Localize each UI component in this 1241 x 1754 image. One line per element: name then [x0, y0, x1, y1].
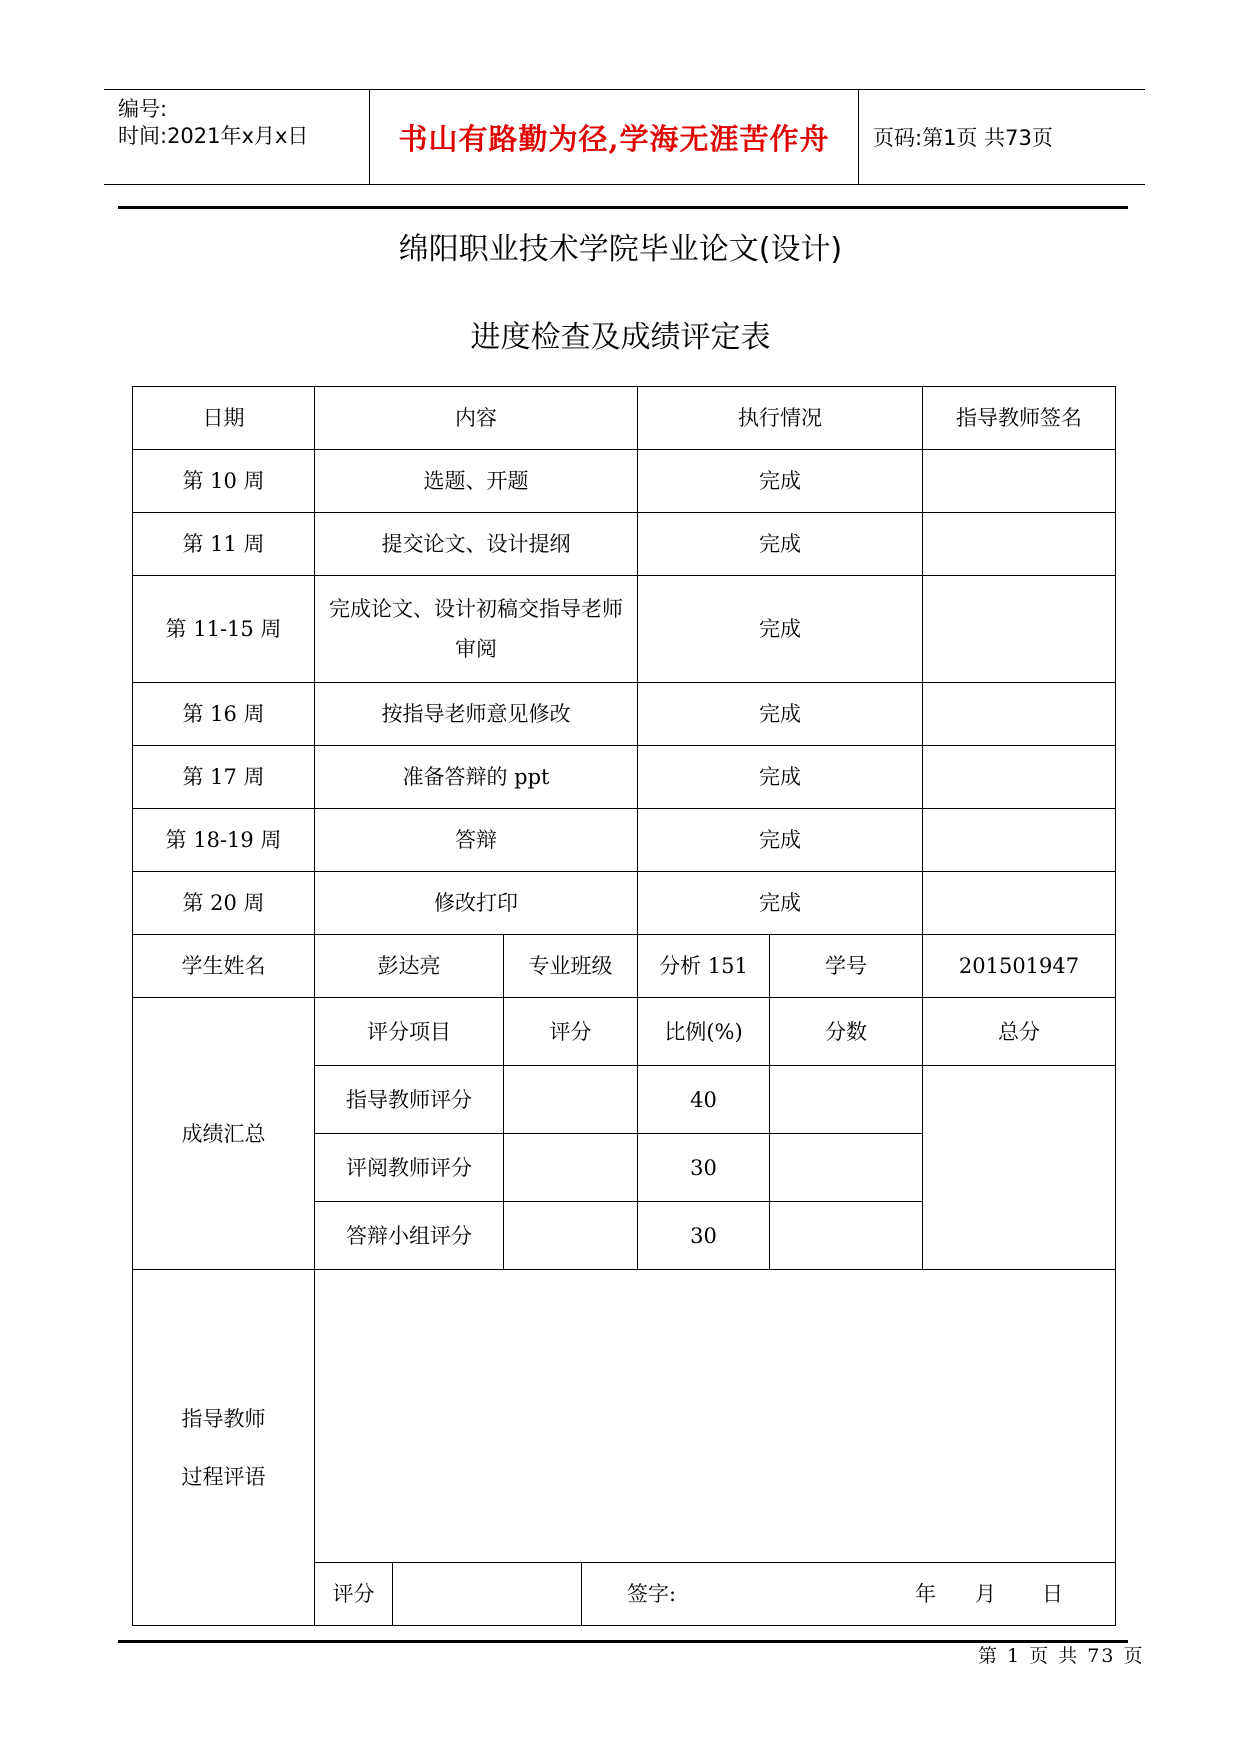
comments-sign-label: 签字:	[627, 1582, 677, 1606]
comments-score-label: 评分	[315, 1563, 393, 1625]
page-footer: 第 1 页 共 73 页	[978, 1645, 1145, 1667]
score-ratio: 40	[638, 1066, 770, 1134]
progress-date: 第 10 周	[133, 450, 315, 513]
progress-date: 第 18-19 周	[133, 809, 315, 872]
progress-status: 完成	[638, 872, 923, 935]
student-class: 分析 151	[638, 935, 770, 998]
score-ratio: 30	[638, 1134, 770, 1202]
score-ratio-header: 比例(%)	[638, 998, 770, 1066]
progress-status: 完成	[638, 746, 923, 809]
progress-status: 完成	[638, 809, 923, 872]
progress-row	[133, 576, 1116, 683]
progress-content: 答辩	[315, 809, 638, 872]
score-grade-header: 评分	[504, 998, 638, 1066]
progress-content: 选题、开题	[315, 450, 638, 513]
progress-row	[133, 809, 1116, 872]
score-points	[770, 1066, 923, 1134]
comments-label-line: 指导教师	[181, 1406, 266, 1431]
progress-status: 完成	[638, 576, 923, 683]
evaluation-table	[132, 386, 1116, 1626]
page-header	[104, 89, 1145, 185]
header-motto: 书山有路勤为径,学海无涯苦作舟	[369, 90, 859, 184]
col-content-header: 内容	[315, 387, 638, 450]
progress-content	[315, 576, 638, 683]
score-total	[923, 1066, 1116, 1270]
progress-content: 修改打印	[315, 872, 638, 935]
score-item: 指导教师评分	[315, 1066, 504, 1134]
comments-row	[133, 1270, 1116, 1626]
student-id-label: 学号	[770, 935, 923, 998]
col-signature-header: 指导教师签名	[923, 387, 1116, 450]
progress-date: 第 17 周	[133, 746, 315, 809]
score-points	[770, 1134, 923, 1202]
progress-date: 第 16 周	[133, 683, 315, 746]
progress-header-row	[133, 387, 1116, 450]
document-title: 绵阳职业技术学院毕业论文(设计)	[398, 232, 843, 267]
comments-area[interactable]	[315, 1270, 1116, 1626]
header-page-info: 页码:第1页 共73页	[873, 126, 1053, 150]
time-label: 时间:2021年x月x日	[118, 124, 309, 148]
comments-year-label: 年	[915, 1582, 936, 1606]
comments-month-label: 月	[975, 1582, 996, 1606]
progress-signature	[923, 683, 1116, 746]
score-item-header: 评分项目	[315, 998, 504, 1066]
student-name-label: 学生姓名	[133, 935, 315, 998]
student-class-label: 专业班级	[504, 935, 638, 998]
score-ratio: 30	[638, 1202, 770, 1270]
progress-status: 完成	[638, 450, 923, 513]
comments-footer	[315, 1562, 1115, 1625]
progress-status: 完成	[638, 683, 923, 746]
student-info-row	[133, 935, 1116, 998]
progress-status: 完成	[638, 513, 923, 576]
comments-label-line: 过程评语	[181, 1464, 266, 1489]
score-total-header: 总分	[923, 998, 1116, 1066]
student-id: 201501947	[923, 935, 1116, 998]
progress-content: 提交论文、设计提纲	[315, 513, 638, 576]
col-date-header: 日期	[133, 387, 315, 450]
top-rule	[118, 206, 1128, 209]
progress-row	[133, 683, 1116, 746]
progress-signature	[923, 576, 1116, 683]
progress-content: 按指导老师意见修改	[315, 683, 638, 746]
score-points-header: 分数	[770, 998, 923, 1066]
document-subtitle: 进度检查及成绩评定表	[470, 320, 771, 355]
score-grade	[504, 1202, 638, 1270]
progress-date: 第 11-15 周	[133, 576, 315, 683]
header-meta	[104, 90, 369, 184]
progress-date: 第 20 周	[133, 872, 315, 935]
progress-signature	[923, 809, 1116, 872]
progress-content-line: 完成论文、设计初稿交指导老师	[329, 597, 623, 621]
score-item: 答辩小组评分	[315, 1202, 504, 1270]
student-name: 彭达亮	[315, 935, 504, 998]
col-status-header: 执行情况	[638, 387, 923, 450]
progress-row	[133, 872, 1116, 935]
progress-row	[133, 746, 1116, 809]
progress-row	[133, 450, 1116, 513]
comments-label	[133, 1270, 315, 1626]
progress-content: 准备答辩的 ppt	[315, 746, 638, 809]
bottom-rule	[118, 1640, 1128, 1643]
score-grade	[504, 1134, 638, 1202]
comments-score-field[interactable]	[393, 1563, 582, 1625]
score-points	[770, 1202, 923, 1270]
number-label: 编号:	[118, 97, 168, 121]
progress-row	[133, 513, 1116, 576]
progress-signature	[923, 513, 1116, 576]
progress-signature	[923, 450, 1116, 513]
score-item: 评阅教师评分	[315, 1134, 504, 1202]
progress-content-line: 审阅	[455, 637, 497, 661]
progress-signature	[923, 746, 1116, 809]
comments-day-label: 日	[1042, 1582, 1063, 1606]
progress-date: 第 11 周	[133, 513, 315, 576]
score-header-row	[133, 998, 1116, 1066]
progress-signature	[923, 872, 1116, 935]
score-grade	[504, 1066, 638, 1134]
score-section-label: 成绩汇总	[133, 998, 315, 1270]
